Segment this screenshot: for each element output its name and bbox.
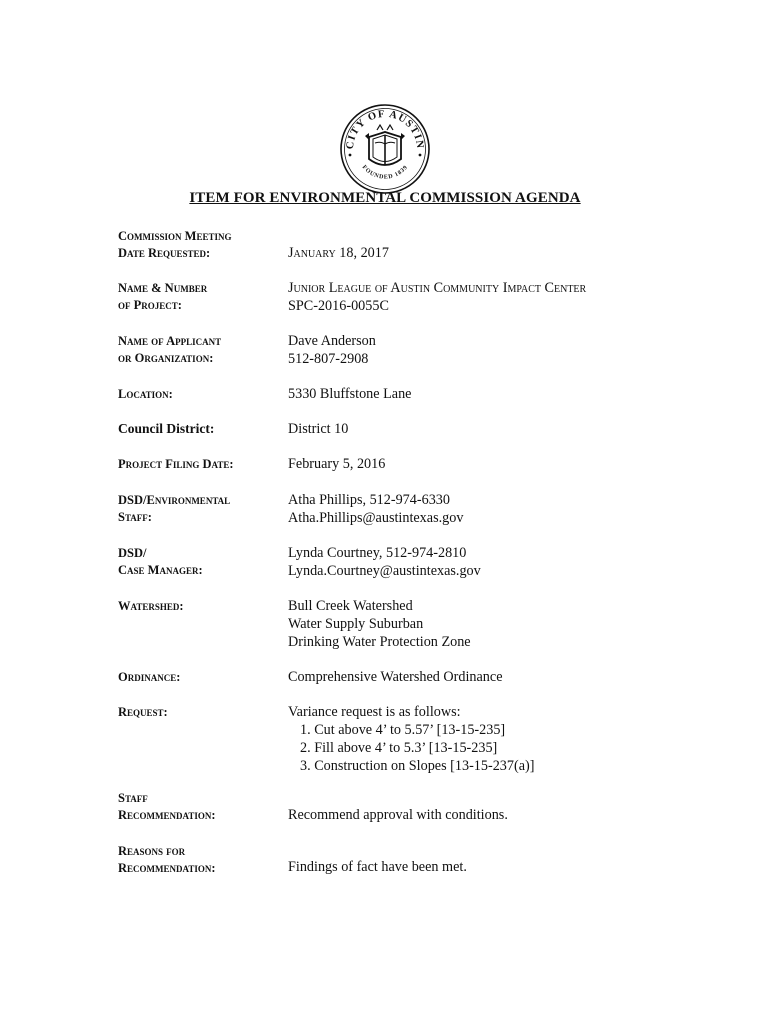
- project-value: Junior League of Austin Community Impact Center SPC-2016-0055C: [288, 280, 587, 314]
- location-value: 5330 Bluffstone Lane: [288, 386, 412, 402]
- filing-date-label: Project Filing Date:: [118, 457, 234, 471]
- ordinance-value: Comprehensive Watershed Ordinance: [288, 669, 503, 685]
- applicant-value: Dave Anderson 512-807-2908: [288, 333, 376, 367]
- location-label: Location:: [118, 387, 173, 401]
- watershed-value: Bull Creek Watershed Water Supply Suburban Drinking Water Protection Zone: [288, 598, 471, 650]
- applicant-label: Name of Applicant or Organization:: [118, 334, 222, 365]
- request-item: 3. Construction on Slopes [13-15-237(a)]: [300, 758, 535, 774]
- case-manager-value: Lynda Courtney, 512-974-2810 Lynda.Courtney@austintexas.gov: [288, 545, 481, 579]
- council-district-value: District 10: [288, 421, 349, 437]
- meeting-date-value: January 18, 2017: [288, 245, 389, 261]
- seal-top-text: CITY OF AUSTIN: [344, 108, 426, 150]
- reasons-label: Reasons for Recommendation:: [118, 844, 216, 875]
- ordinance-label: Ordinance:: [118, 670, 181, 684]
- council-district-label: Council District:: [118, 421, 215, 436]
- reasons-value: Findings of fact have been met.: [288, 859, 467, 875]
- env-staff-label: DSD/Environmental Staff:: [118, 493, 231, 524]
- request-item: 2. Fill above 4’ to 5.3’ [13-15-235]: [300, 740, 498, 756]
- staff-recommendation-value: Recommend approval with conditions.: [288, 807, 508, 823]
- document-title: ITEM FOR ENVIRONMENTAL COMMISSION AGENDA: [189, 190, 581, 206]
- case-manager-label: DSD/ Case Manager:: [118, 546, 203, 577]
- request-label: Request:: [118, 705, 168, 719]
- svg-text:FOUNDED 1839: [361, 164, 410, 180]
- seal-bottom-text: FOUNDED 1839: [360, 164, 410, 181]
- env-staff-value: Atha Phillips, 512-974-6330 Atha.Phillips@austintexas.gov: [288, 492, 464, 526]
- request-value: Variance request is as follows: 1. Cut above 4’ to 5.57’ [13-15-235] 2. Fill above 4’ to 5.3’ [13-15-235] 3. Construction on Slopes [13-15-237(a)]: [288, 704, 535, 774]
- watershed-label: Watershed:: [118, 599, 184, 613]
- staff-recommendation-label: Staff Recommendation:: [118, 791, 216, 822]
- filing-date-value: February 5, 2016: [288, 456, 386, 472]
- project-label: Name & Number of Project:: [118, 281, 208, 312]
- request-item: 1. Cut above 4’ to 5.57’ [13-15-235]: [300, 722, 506, 738]
- city-of-austin-seal: [339, 103, 431, 195]
- meeting-date-label: Commission Meeting Date Requested:: [118, 229, 232, 260]
